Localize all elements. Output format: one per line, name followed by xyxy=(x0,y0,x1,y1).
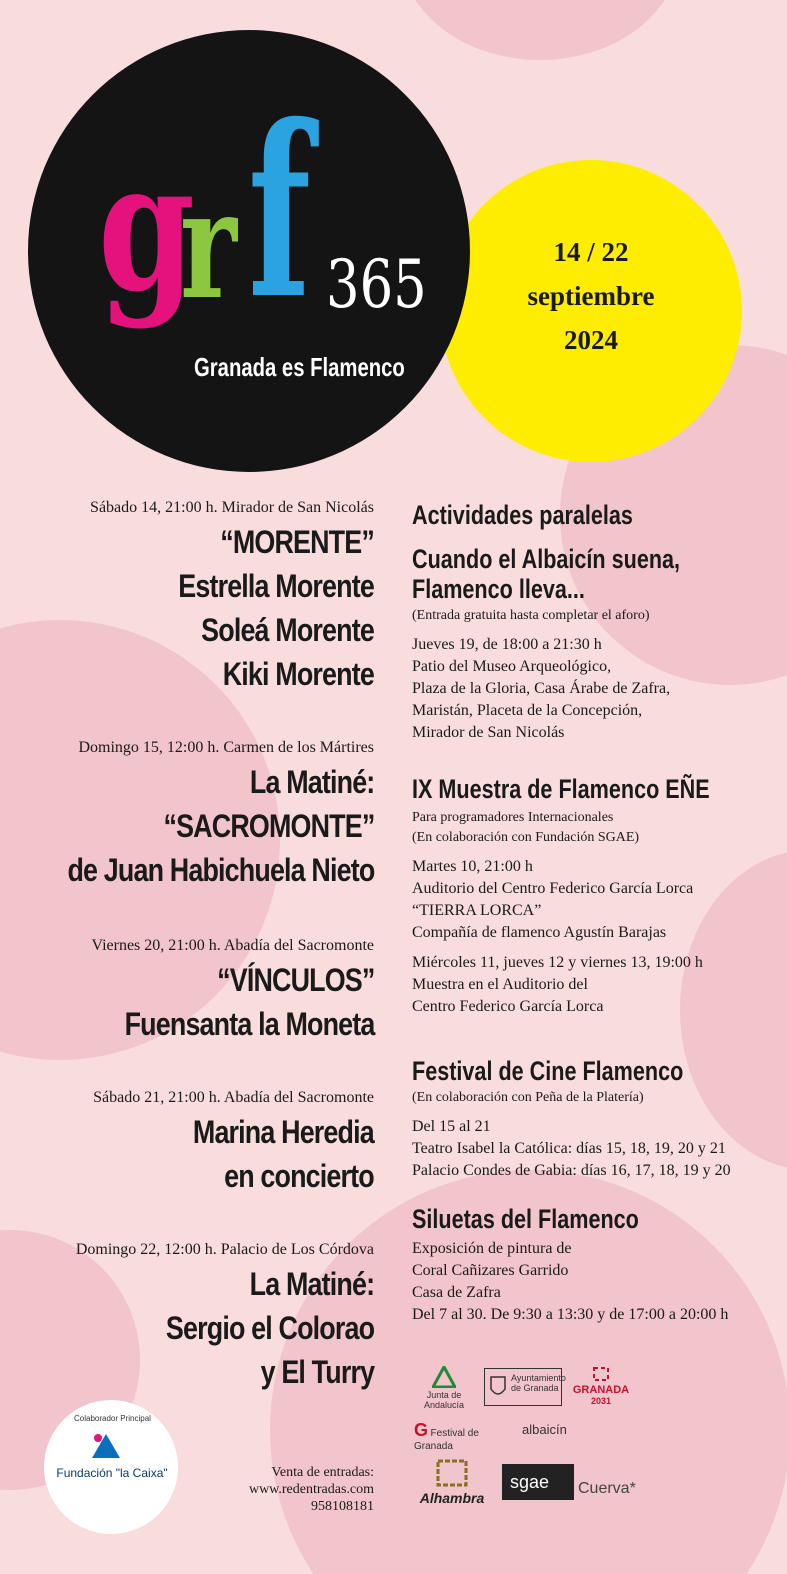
logo-number: 365 xyxy=(326,246,427,323)
section-title: Siluetas del Flamenco xyxy=(412,1204,639,1234)
section-line: Auditorio del Centro Federico García Lorca xyxy=(412,880,694,897)
granada-label: GRANADA xyxy=(572,1384,630,1396)
section-line: Jueves 19, de 18:00 a 21:30 h xyxy=(412,636,602,653)
date-year: 2024 xyxy=(564,325,618,355)
section-line: “TIERRA LORCA” xyxy=(412,902,542,919)
siluetas-section xyxy=(412,1204,728,1326)
junta-logo xyxy=(412,1366,476,1410)
section-line: Mirador de San Nicolás xyxy=(412,724,565,741)
alhambra-logo xyxy=(412,1458,492,1506)
granada-2031-logo xyxy=(568,1366,634,1406)
logo-letter-f: f xyxy=(248,73,311,351)
event-meta: Sábado 14, 21:00 h. Mirador de San Nicolás xyxy=(90,499,374,516)
section-line: Palacio Condes de Gabia: días 16, 17, 18, 19 y 20 xyxy=(412,1162,731,1179)
sgae-logo xyxy=(502,1464,574,1500)
tickets-website[interactable]: www.redentradas.com xyxy=(248,1482,374,1497)
alhambra-label: Alhambra xyxy=(419,1490,485,1506)
section-line: Martes 10, 21:00 h xyxy=(412,858,533,875)
bg-circle xyxy=(400,0,680,60)
event-meta: Viernes 20, 21:00 h. Abadía del Sacromonte xyxy=(91,937,374,954)
event-meta: Sábado 21, 21:00 h. Abadía del Sacromonte xyxy=(93,1089,374,1106)
section-note: (Entrada gratuita hasta completar el aforo) xyxy=(412,608,650,623)
caixa-collaborator-label: Colaborador Principal xyxy=(74,1414,151,1423)
section-line: Exposición de pintura de xyxy=(412,1240,572,1257)
event-title-line: “MORENTE” xyxy=(220,524,374,560)
event-title-line: Fuensanta la Moneta xyxy=(124,1006,374,1042)
section-note: Para programadores Internacionales xyxy=(412,810,614,825)
event-item xyxy=(9,736,374,892)
parallel-heading: Actividades paralelas xyxy=(412,500,633,530)
section-title: Cuando el Albaicín suena, xyxy=(412,544,681,574)
parallel-heading-block xyxy=(412,500,688,530)
albaicin-logo xyxy=(522,1422,602,1437)
section-title: IX Muestra de Flamenco EÑE xyxy=(412,774,710,804)
event-item xyxy=(90,496,374,696)
granada-year: 2031 xyxy=(590,1396,612,1406)
ayuntamiento-label: Ayuntamiento de Granada xyxy=(511,1373,566,1393)
tickets-label: Venta de entradas: xyxy=(271,1465,374,1480)
tickets-info xyxy=(200,1464,374,1515)
event-title-line: “SACROMONTE” xyxy=(163,808,374,844)
festival-granada-logo xyxy=(414,1420,498,1452)
section-line: Plaza de la Gloria, Casa Árabe de Zafra, xyxy=(412,680,671,697)
event-meta: Domingo 22, 12:00 h. Palacio de Los Córdova xyxy=(75,1241,374,1258)
event-item xyxy=(76,1238,374,1394)
tickets-phone[interactable]: 958108181 xyxy=(311,1499,374,1514)
event-title-line: Marina Heredia xyxy=(193,1114,374,1150)
event-title-line: Soleá Morente xyxy=(201,612,374,648)
event-title-line: Estrella Morente xyxy=(178,568,374,604)
section-line: Maristán, Placeta de la Concepción, xyxy=(412,702,643,719)
festival-mark-icon: G xyxy=(414,1420,429,1440)
cuerva-logo xyxy=(578,1480,668,1498)
section-line: Miércoles 11, jueves 12 y viernes 13, 19:00 h xyxy=(412,954,703,971)
event-title-line: La Matiné: xyxy=(249,764,374,800)
sponsor-logos xyxy=(410,1360,770,1520)
date-range: 14 / 22 xyxy=(553,237,629,267)
event-title-line: en concierto xyxy=(224,1158,374,1194)
junta-andalucia-icon xyxy=(432,1366,456,1388)
muestra-section xyxy=(412,774,784,1018)
ayuntamiento-logo xyxy=(484,1368,566,1406)
junta-label: Junta de Andalucía xyxy=(423,1390,465,1410)
event-item xyxy=(93,1086,374,1198)
festival-dates xyxy=(440,230,742,362)
granada-mark-icon xyxy=(591,1366,611,1382)
albaicin-label: albaicín xyxy=(522,1422,567,1437)
event-title-line: Sergio el Colorao xyxy=(165,1310,374,1346)
section-line: Muestra en el Auditorio del xyxy=(412,976,588,993)
event-title-line: de Juan Habichuela Nieto xyxy=(67,852,374,888)
alhambra-pattern-icon xyxy=(435,1458,469,1488)
cuerva-label: Cuerva* xyxy=(578,1480,636,1497)
event-item xyxy=(77,934,375,1046)
logo-subtitle: Granada es Flamenco xyxy=(194,352,405,382)
sgae-label: sgae xyxy=(510,1472,550,1492)
section-line: Centro Federico García Lorca xyxy=(412,998,604,1015)
event-title-line: Kiki Morente xyxy=(222,656,374,692)
section-line: Compañía de flamenco Agustín Barajas xyxy=(412,924,667,941)
caixa-star-icon xyxy=(86,1428,126,1464)
section-title: Festival de Cine Flamenco xyxy=(412,1056,684,1086)
section-note: (En colaboración con Fundación SGAE) xyxy=(412,830,640,845)
event-meta: Domingo 15, 12:00 h. Carmen de los Mártires xyxy=(78,739,374,756)
section-title: Flamenco lleva... xyxy=(412,574,585,604)
section-line: Casa de Zafra xyxy=(412,1284,501,1301)
section-note: (En colaboración con Peña de la Platería) xyxy=(412,1090,644,1105)
cine-section xyxy=(412,1056,751,1182)
section-line: Del 15 al 21 xyxy=(412,1118,491,1135)
event-title-line: La Matiné: xyxy=(249,1266,374,1302)
section-line: Patio del Museo Arqueológico, xyxy=(412,658,612,675)
section-line: Coral Cañizares Garrido xyxy=(412,1262,569,1279)
logo-letter-r: r xyxy=(180,157,237,333)
albaicin-section xyxy=(412,544,747,744)
caixa-name: Fundación "la Caixa" xyxy=(56,1466,168,1480)
date-month: septiembre xyxy=(527,281,655,311)
section-line: Teatro Isabel la Católica: días 15, 18, 19, 20 y 21 xyxy=(412,1140,726,1157)
section-line: Del 7 al 30. De 9:30 a 13:30 y de 17:00 a 20:00 h xyxy=(412,1306,729,1323)
event-title-line: “VÍNCULOS” xyxy=(216,962,374,998)
coat-of-arms-icon xyxy=(489,1375,507,1399)
logo-letter-g: g xyxy=(98,122,196,331)
event-title-line: y El Turry xyxy=(260,1354,374,1390)
festival-label: Festival de Granada xyxy=(414,1428,479,1452)
